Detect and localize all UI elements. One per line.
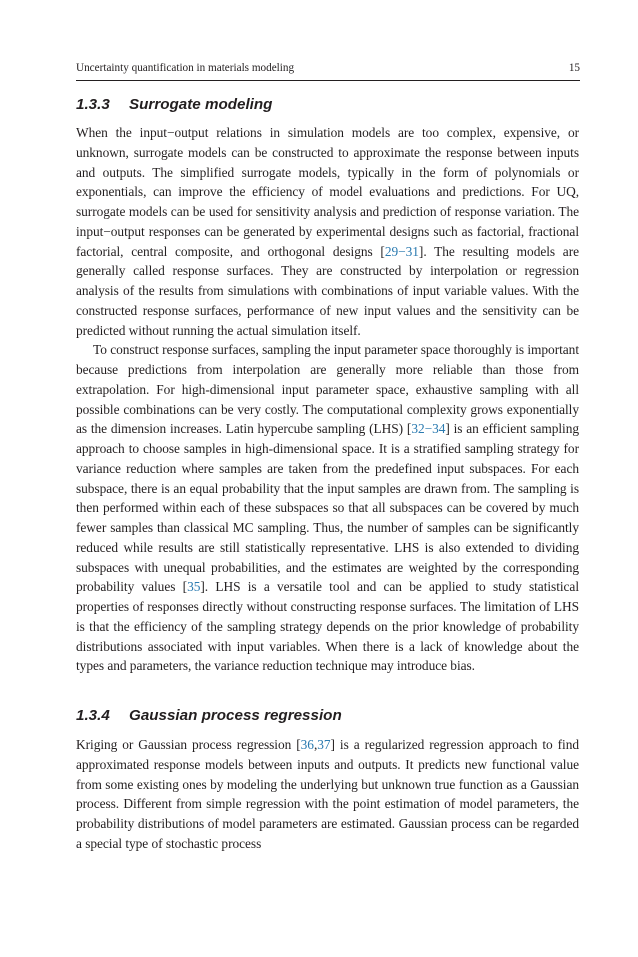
paragraph	[76, 123, 579, 340]
citation-link[interactable]: 37	[317, 737, 331, 752]
paragraph-text: ]. The resulting models are generally called response surfaces. They are constructed by interpolation or regression analysis of the results from simulations with combinations of input variable values. With the constructed response surfaces, performance of new input values and the sensitivity can be predicted without running the actual simulation itself.	[76, 243, 579, 338]
citation-separator: ,	[313, 737, 318, 752]
paragraph-text: When the input−output relations in simulation models are too complex, expensive, or unknown, surrogate models can be constructed to approximate the response between inputs and outputs. The simplified surrogate models, typically in the form of polynomials or exponentials, can improve the efficiency of model evaluations and predictions. For UQ, surrogate models can be used for sensitivity analysis and prediction of response variation. The input−output responses can be generated by experimental designs such as factorial, fractional factorial, central composite, and orthogonal designs [	[76, 125, 579, 259]
paragraph-text: ]. LHS is a versatile tool and can be applied to study statistical properties of responses directly without constructing response surfaces. The limitation of LHS is that the efficiency of the sampling strategy depends on the prior knowledge of probability distributions associated with input variables. When there is a lack of knowledge about the types and parameters, the variance reduction technique may introduce bias.	[76, 579, 579, 674]
paragraph	[76, 340, 579, 676]
page-number: 15	[568, 62, 580, 74]
citation-link[interactable]: 35	[187, 579, 201, 595]
running-head-title: Uncertainty quantification in materials modeling	[76, 62, 295, 74]
paragraph-text: ] is a regularized regression approach to find approximated response models between inputs and outputs. It predicts new functional value from some existing ones by modeling the underlying but unknown true function as a Gaussian process. Different from simple regression with the point estimation of model parameters, the probability distributions of model parameters are estimated. Gaussian process can be regarded a special type of stochastic process	[76, 737, 579, 851]
citation-link[interactable]: 36	[300, 737, 314, 752]
section-body-surrogate-modeling	[76, 123, 579, 676]
running-head	[76, 60, 580, 76]
citation-link[interactable]: 32−34	[411, 421, 446, 437]
section-heading-surrogate-modeling	[76, 95, 272, 115]
section-title: Surrogate modeling	[129, 96, 273, 113]
header-rule	[76, 80, 580, 81]
section-number: 1.3.4	[76, 707, 110, 724]
paragraph	[76, 735, 579, 854]
citation-link[interactable]: 29−31	[384, 243, 419, 259]
section-title: Gaussian process regression	[129, 707, 342, 724]
paragraph-text: Kriging or Gaussian process regression [	[76, 737, 301, 752]
paragraph-text: To construct response surfaces, sampling the input parameter space thoroughly is important because predictions from interpolation are generally more reliable than those from extrapolation. For high-dimensional input parameter space, exhaustive sampling with all possible combinations can be very costly. The computational complexity grows exponentially as the dimension increases. Latin hypercube sampling (LHS) [	[76, 342, 579, 437]
section-body-gaussian-process-regression	[76, 735, 579, 854]
section-heading-gaussian-process-regression	[76, 706, 342, 726]
section-number: 1.3.3	[76, 96, 110, 113]
paragraph-text: ] is an efficient sampling approach to choose samples in high-dimensional space. It is a stratified sampling strategy for variance reduction where samples are taken from the predefined input subspaces. For each subspace, there is an equal probability that the input samples are drawn from. The sampling is then performed within each of these subspaces so that all subspaces can be covered by much fewer samples than classical MC sampling. Thus, the number of samples can be significantly reduced while results are still statistically representative. LHS is also extended to dividing subspaces with unequal probabilities, and the estimates are weighted by the corresponding probability values [	[76, 421, 579, 595]
